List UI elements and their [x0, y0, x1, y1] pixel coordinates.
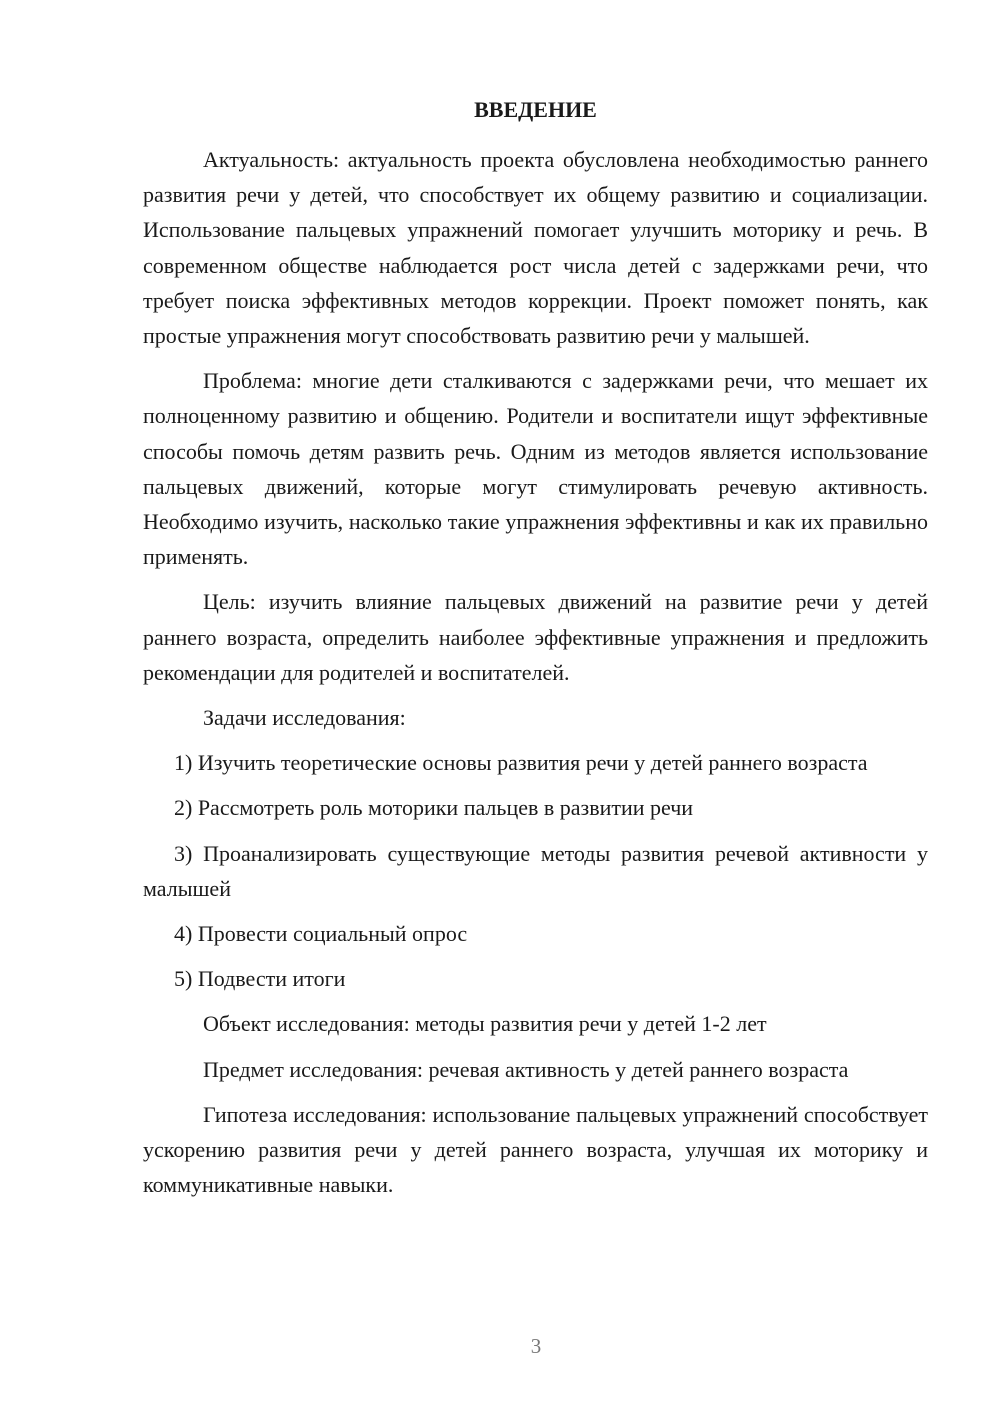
section-heading: ВВЕДЕНИЕ: [474, 97, 597, 122]
tasks-list: [143, 745, 928, 996]
problem-paragraph: Проблема: многие дети сталкиваются с задержками речи, что мешает их полноценному развитию и общению. Родители и воспитатели ищут эффективные способы помочь детям развить речь. Одним из методов является использование пальцевых движений, которые могут стимулировать речевую активность. Необходимо изучить, насколько такие упражнения эффективны и как их правильно применять.: [143, 368, 928, 570]
goal-paragraph: Цель: изучить влияние пальцевых движений на развитие речи у детей раннего возраста, определить наиболее эффективные упражнения и предложить рекомендации для родителей и воспитателей.: [143, 589, 928, 685]
subject-paragraph: Предмет исследования: речевая активность у детей раннего возраста: [203, 1056, 849, 1082]
object-paragraph: Объект исследования: методы развития речи у детей 1-2 лет: [203, 1011, 767, 1037]
task-item-4: 4) Провести социальный опрос: [174, 921, 468, 947]
task-item-3: 3) Проанализировать существующие методы развития речевой активности у малышей: [143, 840, 928, 901]
page-content: [143, 94, 928, 1212]
tasks-title: Задачи исследования:: [203, 705, 406, 731]
task-item-2: 2) Рассмотреть роль моторики пальцев в развитии речи: [174, 795, 694, 821]
page-number: 3: [530, 1334, 542, 1358]
task-item-1: 1) Изучить теоретические основы развития речи у детей раннего возраста: [174, 750, 868, 776]
relevance-paragraph: Актуальность: актуальность проекта обусловлена необходимостью раннего развития речи у детей, что способствует их общему развитию и социализации. Использование пальцевых упражнений помогает улучшить моторику и речь. В современном обществе наблюдается рост числа детей с задержками речи, что требует поиска эффективных методов коррекции. Проект поможет понять, как простые упражнения могут способствовать развитию речи у малышей.: [143, 147, 928, 349]
hypothesis-paragraph: Гипотеза исследования: использование пальцевых упражнений способствует ускорению развития речи у детей раннего возраста, улучшая их моторику и коммуникативные навыки.: [143, 1101, 928, 1198]
task-item-5: 5) Подвести итоги: [174, 966, 346, 992]
